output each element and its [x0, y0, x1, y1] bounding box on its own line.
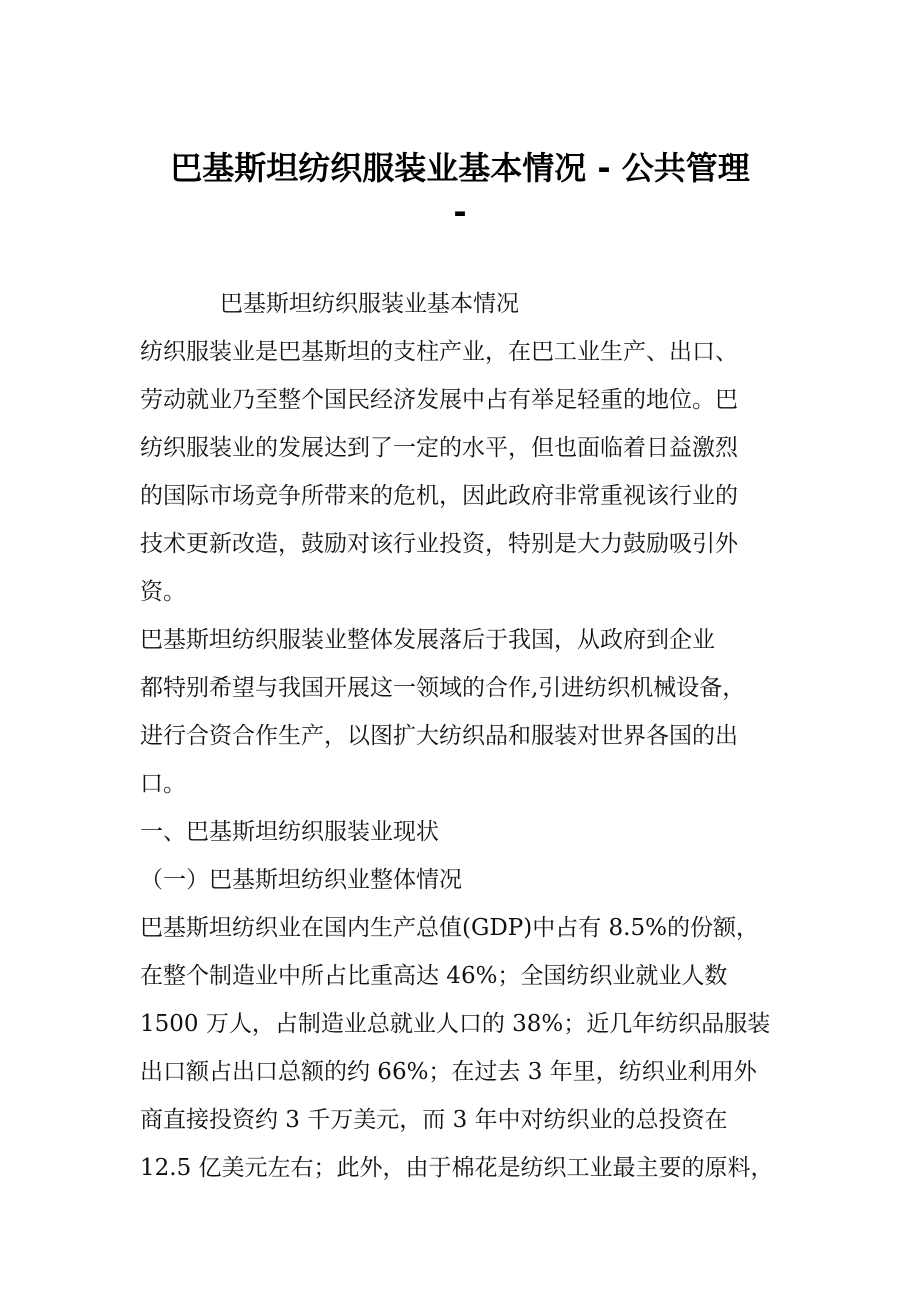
paragraph-line: 在整个制造业中所占比重高达 46%；全国纺织业就业人数 [140, 963, 728, 989]
paragraph-line: 商直接投资约 3 千万美元，而 3 年中对纺织业的总投资在 [140, 1107, 728, 1133]
paragraph-statistics [140, 904, 800, 1192]
article-subtitle [140, 280, 800, 328]
paragraph-line: 进行合资合作生产，以图扩大纺织品和服装对世界各国的出 [140, 723, 738, 749]
paragraph-line: 巴基斯坦纺织服装业整体发展落后于我国，从政府到企业 [140, 627, 715, 653]
paragraph-line: 都特别希望与我国开展这一领域的合作,引进纺织机械设备， [140, 675, 746, 701]
paragraph-line: 技术更新改造，鼓励对该行业投资，特别是大力鼓励吸引外 [140, 531, 738, 557]
paragraph-line: 资。 [140, 579, 186, 605]
paragraph-line: 出口额占出口总额的约 66%；在过去 3 年里，纺织业利用外 [140, 1059, 757, 1085]
document-title: 巴基斯坦纺织服装业基本情况 - 公共管理 [170, 149, 750, 187]
subsection-heading-text: （一）巴基斯坦纺织业整体情况 [140, 867, 462, 893]
paragraph-line: 的国际市场竞争所带来的危机，因此政府非常重视该行业的 [140, 483, 738, 509]
section-heading-text: 一、巴基斯坦纺织服装业现状 [140, 819, 439, 845]
section-heading [140, 808, 800, 856]
subsection-heading [140, 856, 800, 904]
paragraph-line: 1500 万人，占制造业总就业人口的 38%；近几年纺织品服装 [140, 1011, 771, 1037]
paragraph-line: 巴基斯坦纺织业在国内生产总值(GDP)中占有 8.5%的份额， [140, 915, 759, 941]
paragraph-cooperation [140, 616, 800, 808]
paragraph-line: 劳动就业乃至整个国民经济发展中占有举足轻重的地位。巴 [140, 387, 738, 413]
subtitle-line: 巴基斯坦纺织服装业基本情况 [220, 291, 519, 317]
document-title-continuation: - [453, 193, 467, 231]
article-body [140, 280, 800, 1192]
paragraph-line: 口。 [140, 771, 186, 797]
paragraph-intro [140, 328, 800, 616]
paragraph-line: 纺织服装业的发展达到了一定的水平，但也面临着日益激烈 [140, 435, 738, 461]
paragraph-line: 纺织服装业是巴基斯坦的支柱产业，在巴工业生产、出口、 [140, 339, 738, 365]
paragraph-line: 12.5 亿美元左右；此外，由于棉花是纺织工业最主要的原料， [140, 1155, 774, 1181]
